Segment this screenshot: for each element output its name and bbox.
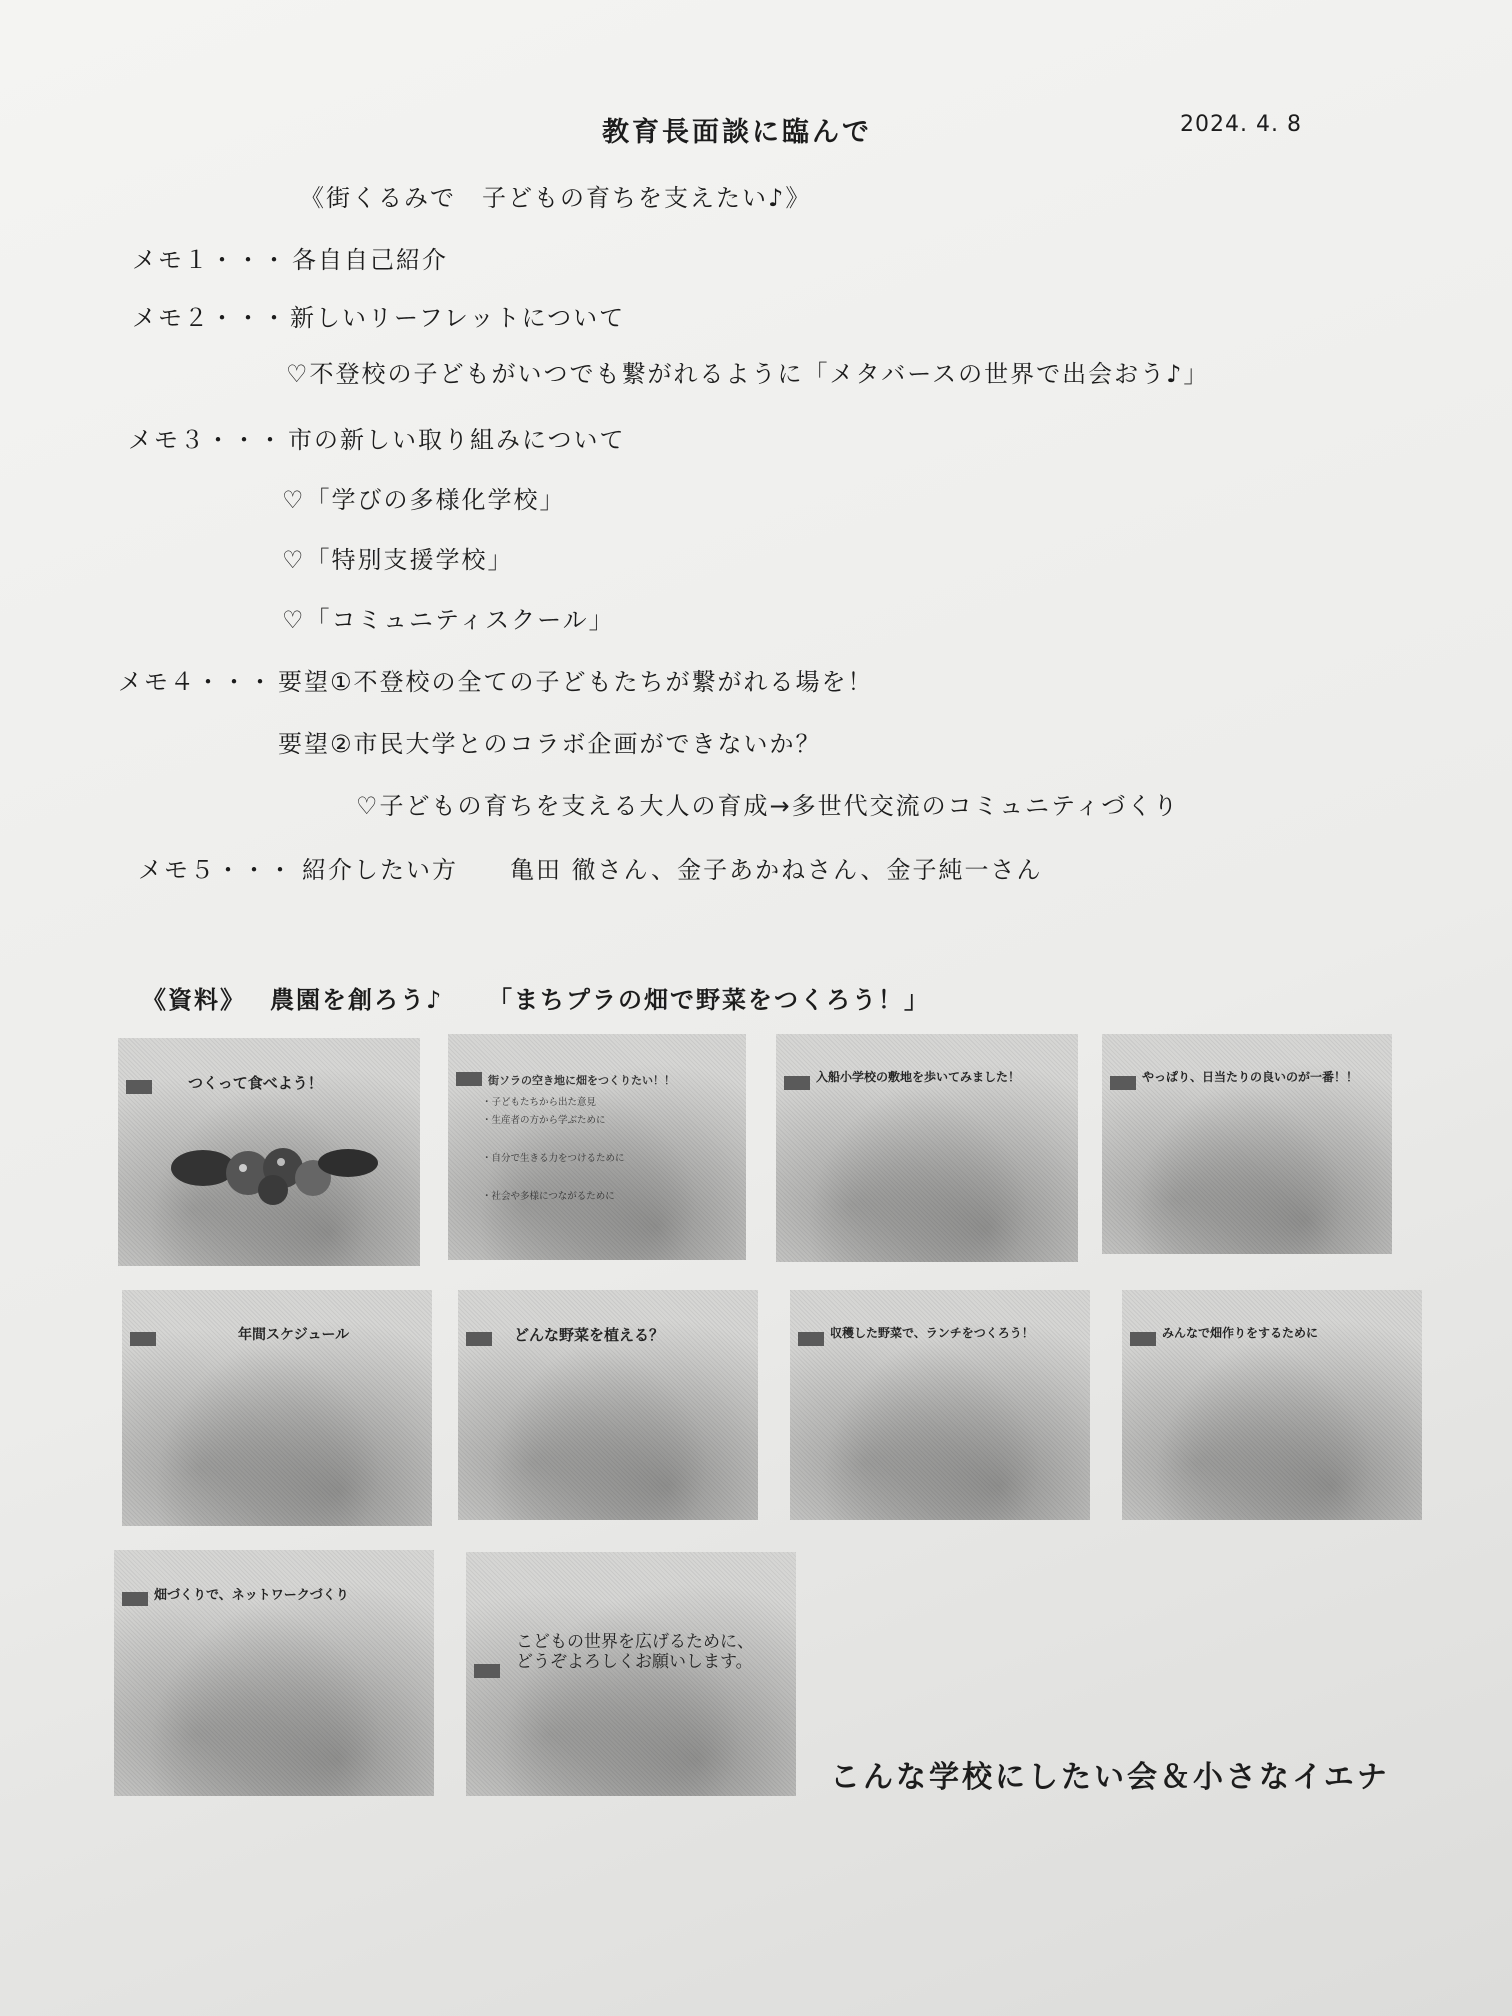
slide-thumbnail [114,1550,434,1796]
slide-thumbnail [448,1034,746,1260]
document-title: 教育長面談に臨んで [602,117,872,148]
memo-3-item-3: ♡「コミュニティスクール」 [282,606,615,634]
document-subtitle: 《街くるみで 子どもの育ちを支えたい♪》 [300,184,812,212]
memo-4-label: メモ４・・・ [118,668,274,696]
slide-closing-text: こどもの世界を広げるために、どうぞよろしくお願いします。 [516,1632,754,1672]
memo-3-text: 市の新しい取り組みについて [288,426,626,454]
slide-badge [798,1332,824,1346]
document-date: 2024. 4. 8 [1180,112,1302,137]
memo-2-text: 新しいリーフレットについて [290,304,626,332]
slide-badge [122,1592,148,1606]
slide-thumbnail [466,1552,796,1796]
vegetables-image [163,1118,383,1208]
memo-3-item-1: ♡「学びの多様化学校」 [282,486,566,514]
slide-title: やっぱり、日当たりの良いのが一番！！ [1142,1070,1359,1084]
slide-thumbnail [122,1290,432,1526]
slide-line: ・社会や多様につながるために [482,1191,615,1202]
memo-2-detail: ♡不登校の子どもがいつでも繋がれるように「メタバースの世界で出会おう♪」 [286,360,1210,388]
slide-title: みんなで畑作りをするために [1162,1326,1319,1340]
memo-1-text: 各自自己紹介 [292,246,448,274]
slide-line: ・子どもたちから出た意見 [482,1097,597,1108]
memo-3-item-2: ♡「特別支援学校」 [282,546,514,574]
slide-title: 収穫した野菜で、ランチをつくろう！ [830,1326,1034,1340]
slide-badge [126,1080,152,1094]
memo-2-label: メモ２・・・ [132,304,288,332]
slide-badge [130,1332,156,1346]
memo-4-detail: ♡子どもの育ちを支える大人の育成→多世代交流のコミュニティづくり [356,792,1180,820]
slide-line: ・生産者の方から学ぶために [482,1115,606,1126]
slide-badge [784,1076,810,1090]
slide-thumbnail [790,1290,1090,1520]
slide-badge [1130,1332,1156,1346]
materials-heading: 農園を創ろう♪ [270,986,444,1014]
memo-4-request-1: 要望①不登校の全ての子どもたちが繋がれる場を！ [278,668,874,696]
slide-line: ・自分で生きる力をつけるために [482,1153,625,1164]
slide-line: 街ソラの空き地に畑をつくりたい！！ [488,1074,675,1087]
memo-5-text: 紹介したい方 亀田 徹さん、金子あかねさん、金子純一さん [302,856,1043,884]
memo-4-request-2: 要望②市民大学とのコラボ企画ができないか？ [278,730,822,758]
slide-title: つくって食べよう！ [188,1074,323,1092]
memo-5-label: メモ５・・・ [138,856,294,884]
slide-thumbnail [1102,1034,1392,1254]
slide-thumbnail [458,1290,758,1520]
slide-badge [1110,1076,1136,1090]
slide-badge [466,1332,492,1346]
memo-1-label: メモ１・・・ [132,246,288,274]
slide-badge [474,1664,500,1678]
slide-thumbnail [776,1034,1078,1262]
slide-title: 入船小学校の敷地を歩いてみました！ [816,1070,1021,1084]
slide-title: 年間スケジュール [238,1327,350,1343]
slide-thumbnail [118,1038,420,1266]
slide-badge [456,1072,482,1086]
slide-title: 畑づくりで、ネットワークづくり [154,1588,349,1603]
memo-3-label: メモ３・・・ [128,426,284,454]
materials-quote: 「まちプラの畑で野菜をつくろう！」 [488,986,930,1014]
organization-name: こんな学校にしたい会＆小さなイエナ [830,1760,1390,1795]
slide-title: どんな野菜を植える？ [514,1326,665,1344]
slide-thumbnail [1122,1290,1422,1520]
materials-label: 《資料》 [142,986,246,1014]
